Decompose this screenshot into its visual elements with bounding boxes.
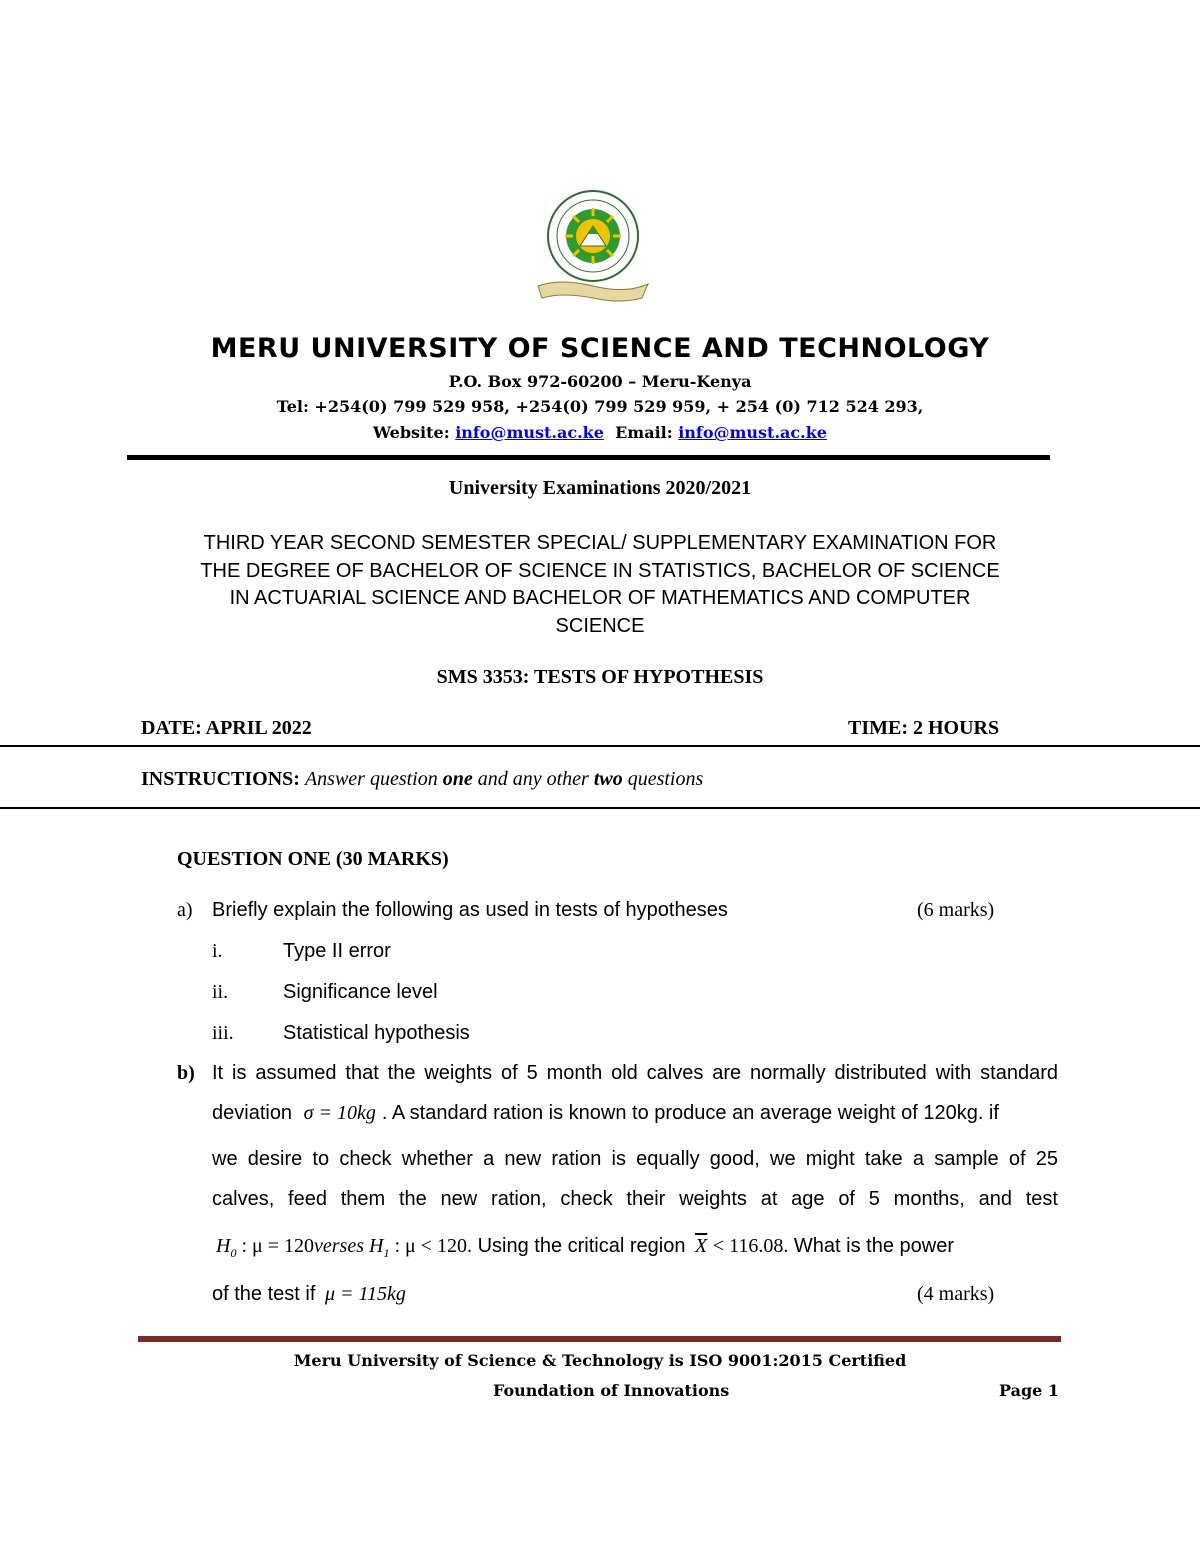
list-item: Significance level [283,981,438,1003]
part-b-line: calves, feed them the new ration, check their weights at age of 5 months, and test [212,1188,1058,1210]
part-a-text: Briefly explain the following as used in tests of hypotheses [212,899,728,921]
exam-title-line: THIRD YEAR SECOND SEMESTER SPECIAL/ SUPPLEMENTARY EXAMINATION FOR [203,532,997,554]
mu-equation: μ = 115kg [324,1283,406,1305]
null-hypothesis: $H_0$ : μ = 120verses $H_1$ : μ < 120. [216,1235,473,1260]
part-b-marks: (4 marks) [917,1283,995,1305]
exam-title-line: THE DEGREE OF BACHELOR OF SCIENCE IN STATISTICS, BACHELOR OF SCIENCE [200,559,1000,582]
header-divider [127,455,1050,460]
part-b-line: deviation σ = 10kg . A standard ration is known to produce an average weight of 120kg. if [212,1102,999,1124]
exam-date: DATE: APRIL 2022 [141,717,312,739]
part-b-line: $H_0$ : μ = 120verses $H_1$ : μ < 120. Using the critical region $\overline{X} < 116.08$. What is the power [216,1235,954,1260]
footer-divider [138,1336,1061,1342]
question-one-heading: QUESTION ONE (30 MARKS) [177,848,449,870]
list-item-number: i. [212,940,223,962]
date-divider [0,745,1200,747]
logo-emblem [530,186,670,314]
list-item: Statistical hypothesis [283,1022,470,1044]
exam-time: TIME: 2 HOURS [848,717,1000,739]
instructions-label: INSTRUCTIONS: [141,768,300,790]
footer-motto: Foundation of Innovations [493,1381,730,1400]
telephone-line: Tel: +254(0) 799 529 958, +254(0) 799 529 959, + 254 (0) 712 524 293, [276,397,924,416]
part-b-line: we desire to check whether a new ration is equally good, we might take a sample of 25 [212,1148,1058,1170]
instructions [141,768,703,791]
list-item-number: iii. [212,1022,234,1044]
email-label: Email: [615,423,673,442]
instructions-text: Answer question one and any other two questions [304,768,704,790]
part-a-marks: (6 marks) [917,899,995,921]
university-logo [530,186,670,314]
course-title: SMS 3353: TESTS OF HYPOTHESIS [436,666,764,688]
exam-title [0,530,1200,640]
website-label: Website: [373,423,450,442]
sigma-equation: σ = 10kg [303,1102,376,1124]
postal-address: P.O. Box 972-60200 – Meru-Kenya [448,372,752,391]
website-link[interactable]: info@must.ac.ke [455,423,604,442]
university-name: MERU UNIVERSITY OF SCIENCE AND TECHNOLOGY [210,333,990,364]
footer-certification: Meru University of Science & Technology is ISO 9001:2015 Certified [293,1351,907,1370]
part-b-line: It is assumed that the weights of 5 month old calves are normally distributed with standard [212,1062,1058,1084]
instructions-divider [0,807,1200,809]
list-item-number: ii. [212,981,229,1003]
contact-line [0,423,1200,442]
exam-title-line: IN ACTUARIAL SCIENCE AND BACHELOR OF MATHEMATICS AND COMPUTER [229,587,971,609]
part-a-label: a) [177,899,193,921]
part-b-line: of the test if μ = 115kg [212,1283,406,1305]
list-item: Type II error [283,940,391,962]
critical-value: < 116.08. [712,1235,789,1257]
exam-session: University Examinations 2020/2021 [448,477,752,499]
page-number: Page 1 [999,1381,1060,1400]
email-link[interactable]: info@must.ac.ke [678,423,827,442]
xbar-symbol: $\overline{X}$ [695,1235,708,1257]
part-b-label: b) [177,1062,195,1084]
exam-title-line: SCIENCE [555,614,645,637]
